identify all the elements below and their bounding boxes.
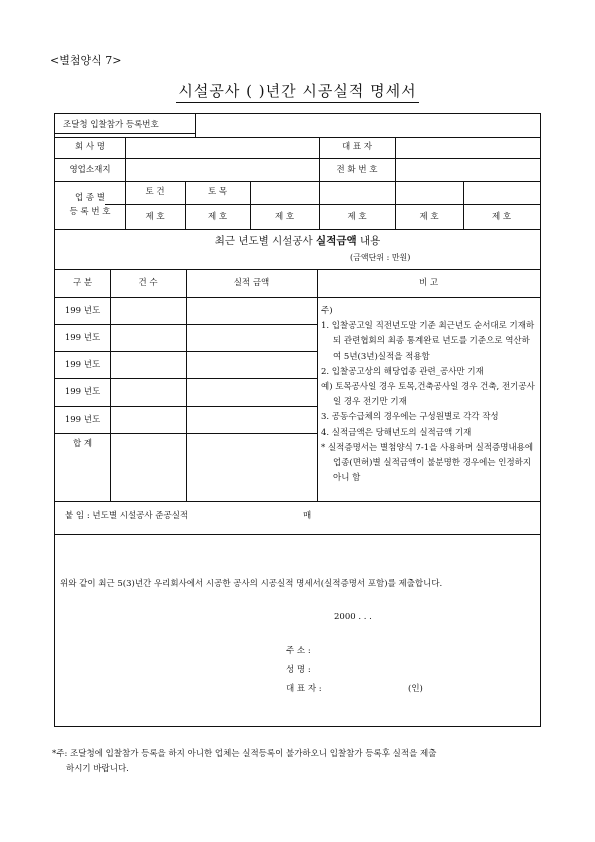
registration-label: 조달청 입찰참가 등록번호 [63,120,159,130]
company-label: 회 사 명 [74,142,106,152]
attachment-row-count: 매 [303,511,312,521]
form-frame [54,113,541,727]
document-title [0,80,595,101]
signature-name: 성 명 : [286,665,311,675]
section-title-bold: 실적금액 [316,235,357,247]
attachment-label: <별첨양식 7> [50,54,122,67]
note-line: 2. 입찰공고상의 해당업종 관련_공사만 기재 [321,366,484,377]
grid-line [55,158,540,159]
signature-seal: (인) [408,684,423,694]
category-number: 제 호 [347,212,367,222]
grid-line [55,534,540,535]
grid-line [55,501,540,502]
grid-line [55,269,540,270]
section-title-pre: 최근 년도별 시설공사 [214,235,317,247]
grid-line [55,137,540,138]
category-number: 제 호 [145,212,165,222]
category-number: 제 호 [274,212,295,222]
note-line: 주) [321,306,333,316]
year-cell: 199 년도 [64,415,101,425]
remarks-notes [321,304,537,486]
signature-rep: 대 표 자 : [286,684,322,694]
attachment-row-label: 붙 임 : 년도별 시설공사 준공실적 [65,511,189,521]
grid-line [319,181,320,229]
category-header: 토 목 [207,187,228,197]
grid-line [105,204,540,205]
statement-text: 위와 같이 최근 5(3)년간 우리회사에서 시공한 공사의 시공실적 명세서(실적증명서 포함)를 제출합니다. [60,579,443,589]
col-header-amount: 실적 금액 [233,278,270,288]
category-number: 제 호 [491,212,512,222]
document-title-text: 시설공사 ( )년간 시공실적 명세서 [176,82,418,103]
grid-line [55,229,540,230]
note-line: * 실적증명서는 별첨양식 7-1을 사용하며 실적증명내용에 업종(면허)별 실적금액이 불분명한 경우에는 인정하지 아니 함 [321,442,534,484]
unit-label: (금액단위 : 만원) [350,253,411,262]
category-number: 제 호 [207,212,228,222]
address-label: 영업소재지 [69,165,111,175]
grid-line [250,181,251,229]
category-label: 업 종 별 [74,193,106,203]
footnote [52,747,552,777]
section-title-post: 내용 [356,235,381,247]
grid-line [55,133,195,134]
grid-line [317,269,318,501]
section-title [55,236,540,247]
phone-label: 전 화 번 호 [336,165,378,175]
grid-line [55,297,540,298]
col-header-category: 구 분 [72,278,93,288]
grid-line [395,181,396,229]
year-cell: 199 년도 [64,306,101,316]
note-line: 1. 입찰공고일 직전년도말 기준 최근년도 순서대로 기재하되 관련협회의 최종 통계완료 년도를 기준으로 역산하여 5년(3년)실적을 적용함 [321,321,535,362]
rep-label: 대 표 자 [341,142,373,152]
grid-line [125,137,126,181]
grid-line [55,181,540,182]
grid-line [395,137,396,181]
signature-address: 주 소 : [286,646,311,656]
note-line: 예) 토목공사일 경우 토목,건축공사일 경우 건축, 전기공사일 경우 전기만 기재 [321,382,535,408]
grid-line [463,181,464,229]
category-number: 제 호 [419,212,439,222]
total-cell: 합 계 [72,439,93,449]
grid-line [110,269,111,501]
category-label: 등 록 번 호 [69,207,111,217]
year-cell: 199 년도 [64,360,101,370]
category-header: 토 건 [145,187,165,197]
note-line: 3. 공동수급체의 경우에는 구성원별로 각각 작성 [321,412,499,423]
grid-line [195,114,196,137]
date-line: 2000 . . . [334,612,372,622]
col-header-count: 건 수 [138,278,158,288]
year-cell: 199 년도 [64,387,101,397]
footnote-line: 하시기 바랍니다. [66,764,129,774]
note-line: 4. 실적금액은 당해년도의 실적금액 기재 [321,427,472,438]
grid-line [186,269,187,501]
footnote-line: *주: 조달청에 입찰참가 등록을 하지 아니한 업체는 실적등록이 불가하오니 입찰참가 등록후 실적을 제출 [52,749,437,759]
col-header-remarks: 비 고 [418,278,439,288]
year-cell: 199 년도 [64,333,101,343]
